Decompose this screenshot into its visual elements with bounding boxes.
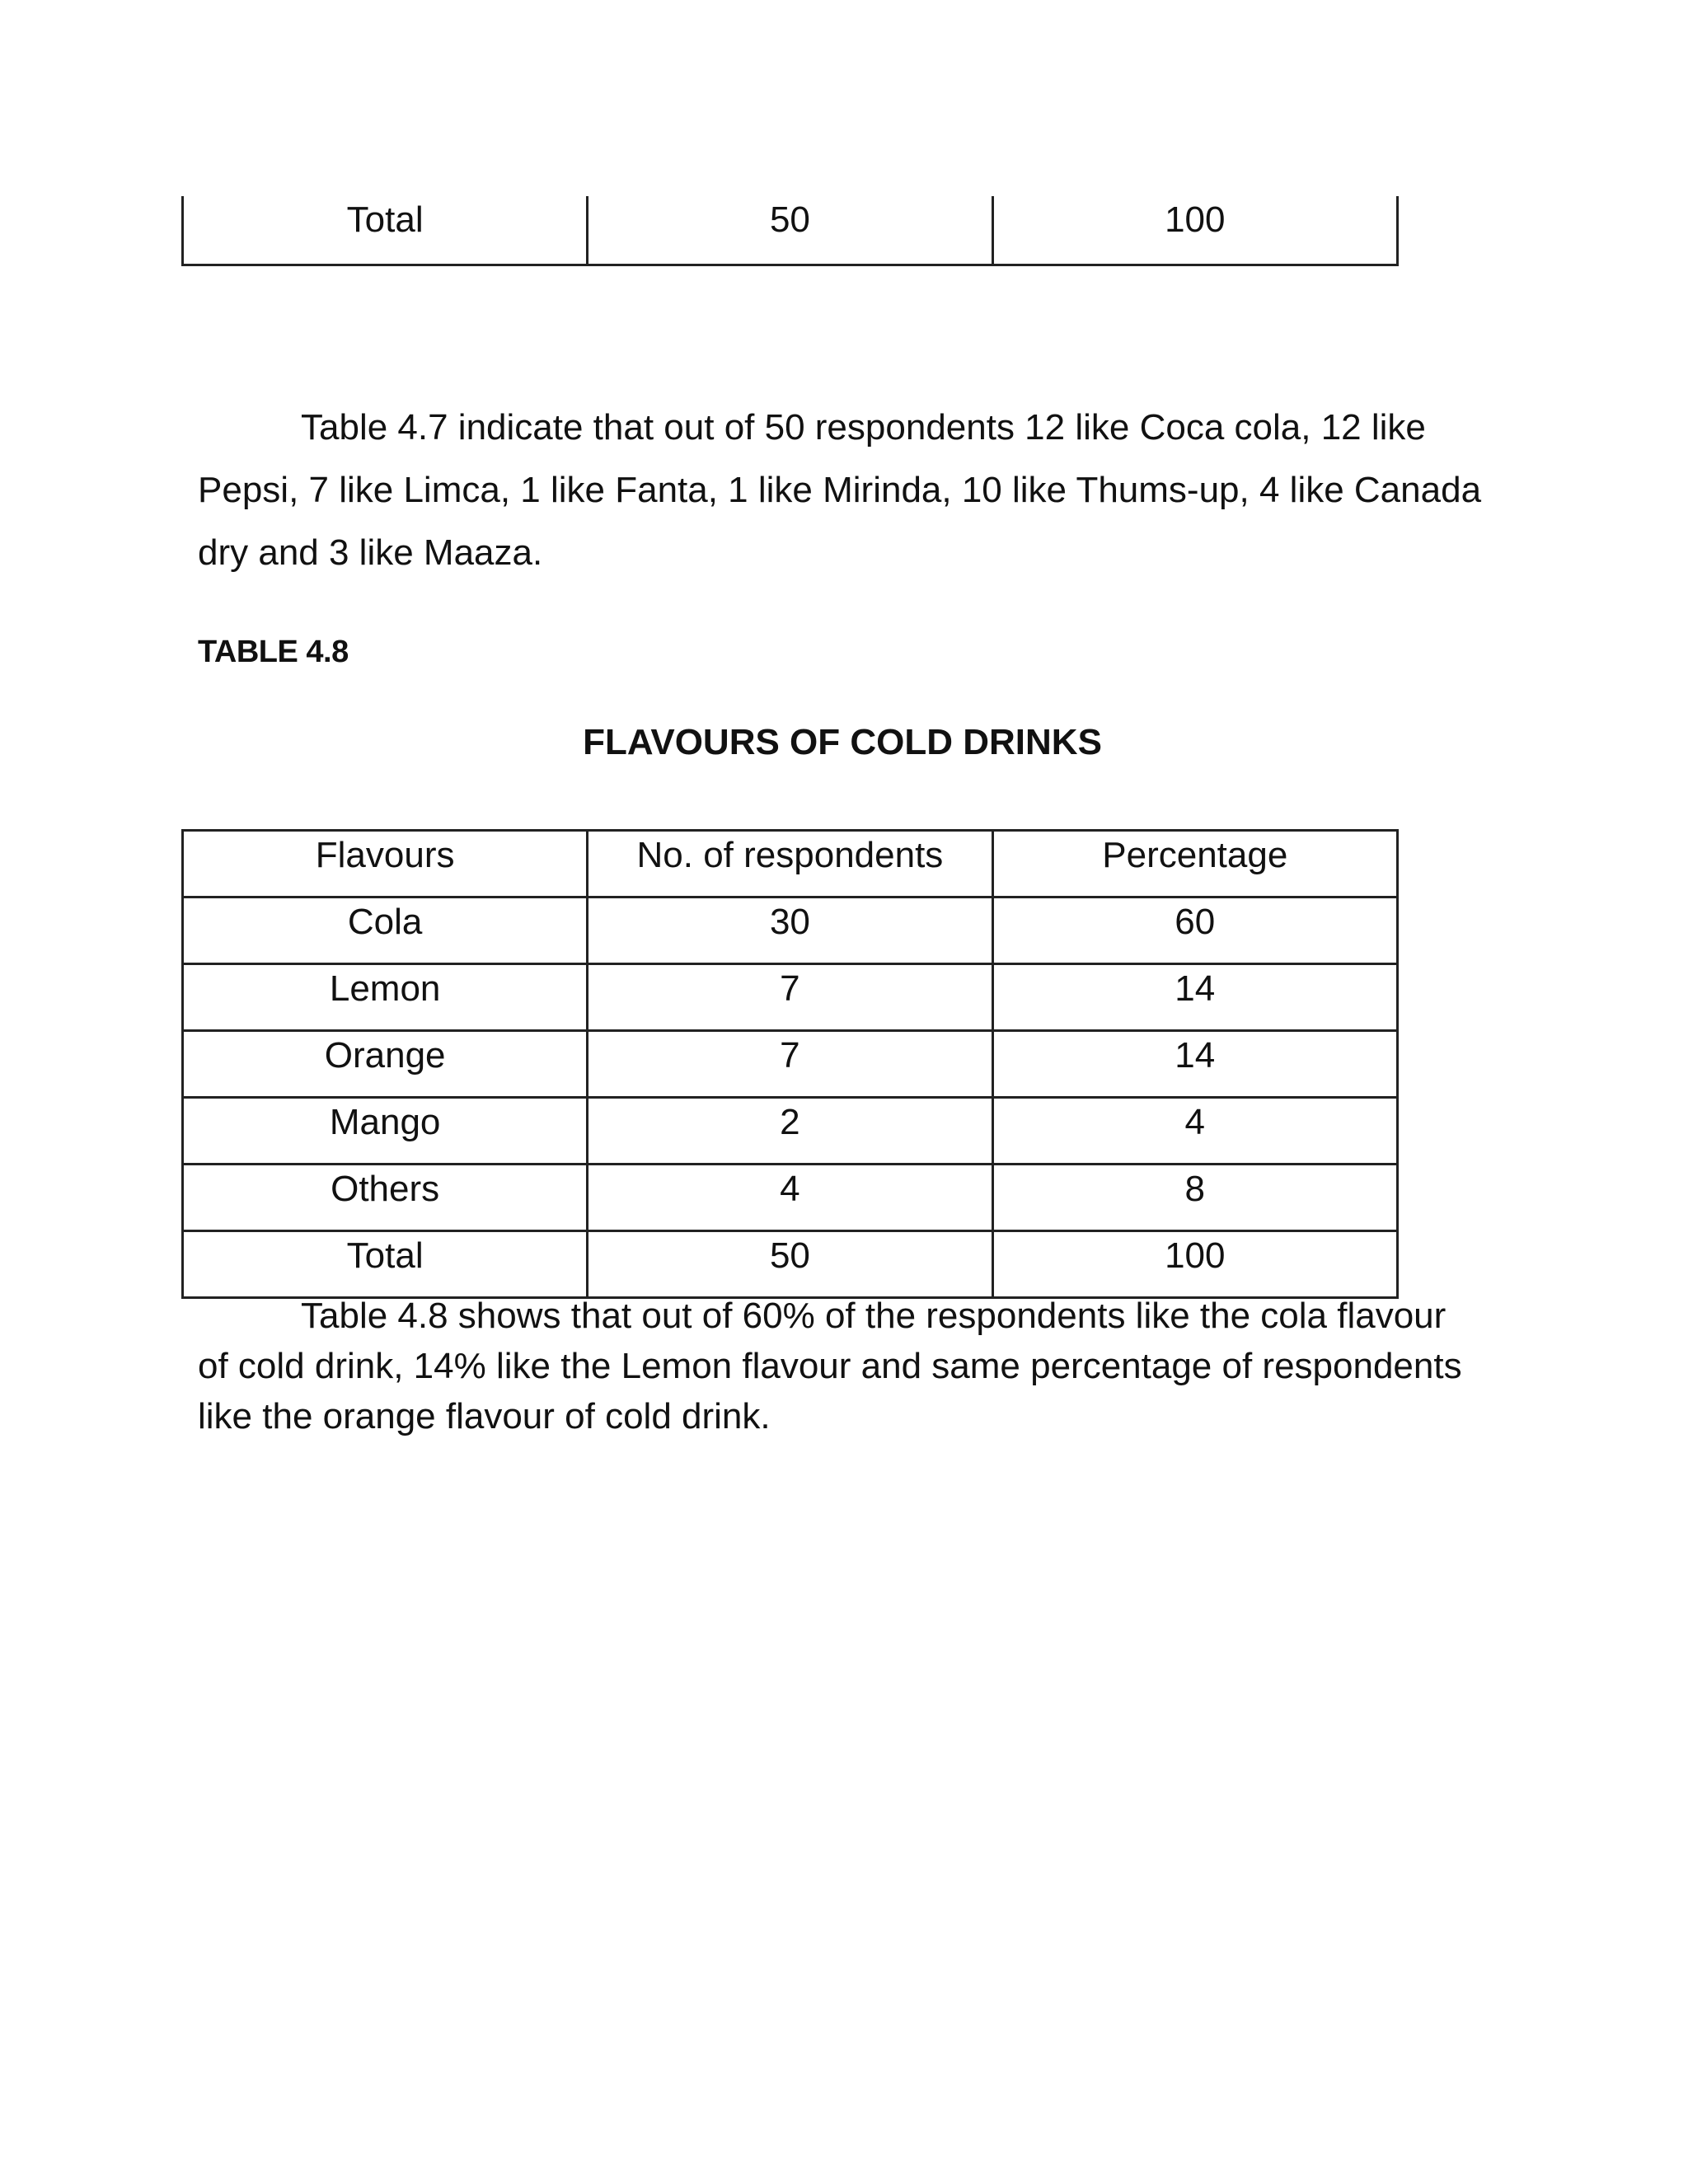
column-header: No. of respondents [588, 831, 992, 898]
paragraph-table-4-7 [198, 396, 1484, 584]
column-header: Flavours [183, 831, 588, 898]
table-cell: 8 [992, 1165, 1397, 1231]
table-row [183, 1165, 1398, 1231]
table-cell: 14 [992, 964, 1397, 1031]
paragraph-text: Table 4.7 indicate that out of 50 respondents 12 like Coca cola, 12 like Pepsi, 7 like Limca, 1 like Fanta, 1 like Mirinda, 10 like Thums-up, 4 like Canada dry and 3 like Maaza. [198, 407, 1482, 573]
paragraph-text: Table 4.8 shows that out of 60% of the respondents like the cola flavour of cold drink, 14% like the Lemon flavour and same percentage of respondents like the orange flavour of cold drink. [198, 1296, 1462, 1436]
table-cell: 50 [588, 1231, 992, 1298]
table-cell: 7 [588, 964, 992, 1031]
previous-table-fragment [181, 196, 1399, 266]
table-cell: 100 [992, 1231, 1397, 1298]
table-cell: 100 [992, 196, 1397, 265]
table-cell: 7 [588, 1031, 992, 1098]
table-cell: 4 [588, 1165, 992, 1231]
table-cell: 4 [992, 1098, 1397, 1165]
table-header-row [183, 831, 1398, 898]
table-cell: 14 [992, 1031, 1397, 1098]
table-label: TABLE 4.8 [198, 635, 349, 669]
table-cell: Cola [183, 898, 588, 964]
table-row [183, 1098, 1398, 1165]
paragraph-table-4-8 [198, 1291, 1484, 1441]
table-cell: 2 [588, 1098, 992, 1165]
table-row [183, 1231, 1398, 1298]
table-title-text: FLAVOURS OF COLD DRINKS [583, 722, 1102, 762]
table-cell: 30 [588, 898, 992, 964]
table-cell: Total [183, 196, 588, 265]
table-cell: Lemon [183, 964, 588, 1031]
table-cell: Orange [183, 1031, 588, 1098]
flavours-table [181, 829, 1399, 1299]
table-row [183, 964, 1398, 1031]
table-row [183, 1031, 1398, 1098]
table-row [183, 196, 1398, 265]
table-cell: 50 [588, 196, 992, 265]
column-header: Percentage [992, 831, 1397, 898]
table-cell: Mango [183, 1098, 588, 1165]
table-cell: Total [183, 1231, 588, 1298]
table-title [0, 722, 1688, 763]
table-row [183, 898, 1398, 964]
table-cell: 60 [992, 898, 1397, 964]
table-cell: Others [183, 1165, 588, 1231]
